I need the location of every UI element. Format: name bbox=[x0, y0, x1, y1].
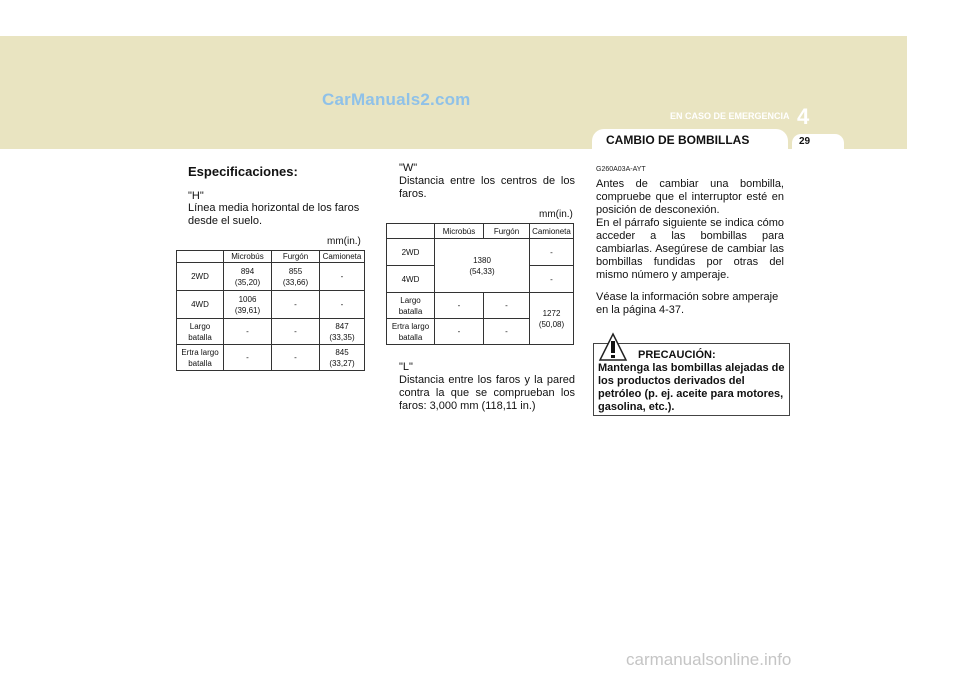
reference-code: G260A03A-AYT bbox=[596, 166, 646, 173]
table-cell bbox=[320, 345, 365, 371]
row-label: 4WD bbox=[177, 291, 224, 319]
row-label-text: Ertra largo batalla bbox=[181, 347, 219, 368]
merged-cell bbox=[530, 293, 574, 345]
cell-value: 845 (33,27) bbox=[329, 347, 355, 368]
paragraph-3: Véase la información sobre amperaje en la página 4-37. bbox=[596, 291, 779, 316]
table-cell: - bbox=[530, 239, 574, 266]
table-cell: - bbox=[530, 266, 574, 293]
table-cell: - bbox=[272, 345, 320, 371]
cell-value: 1380 (54,33) bbox=[469, 255, 495, 276]
section-label: EN CASO DE EMERGENCIA bbox=[670, 111, 790, 121]
merged-cell bbox=[435, 239, 530, 293]
row-label-text: Ertra largo batalla bbox=[391, 321, 430, 342]
table-cell: - bbox=[484, 293, 530, 319]
cell-value: 894 (35,20) bbox=[234, 266, 261, 287]
paragraph-1: Antes de cambiar una bombilla, compruebe que el interruptor esté en posición de desconexión. bbox=[596, 178, 784, 216]
watermark-top[interactable]: CarManuals2.com bbox=[322, 90, 471, 109]
table-cell bbox=[320, 319, 365, 345]
table-header: Microbús bbox=[224, 251, 272, 263]
h-description: Línea media horizontal de los faros desde el suelo. bbox=[188, 202, 360, 227]
l-label: "L" bbox=[399, 361, 413, 373]
table-header: Microbús bbox=[435, 224, 484, 239]
watermark-bottom[interactable]: carmanualsonline.info bbox=[626, 650, 792, 669]
table-header: Camioneta bbox=[530, 224, 574, 239]
l-description: Distancia entre los faros y la pared contra la que se comprueban los faros: 3,000 mm (118,11 in.) bbox=[399, 374, 575, 412]
row-label bbox=[177, 345, 224, 371]
page-number-tab bbox=[792, 134, 844, 151]
table-cell: - bbox=[435, 293, 484, 319]
table-cell: - bbox=[272, 291, 320, 319]
table-header: Furgón bbox=[272, 251, 320, 263]
cell-value: 1272 (50,08) bbox=[538, 308, 565, 329]
w-description: Distancia entre los centros de los faros. bbox=[399, 175, 575, 200]
row-label bbox=[387, 319, 435, 345]
h-label: "H" bbox=[188, 190, 204, 202]
table-cell: - bbox=[272, 319, 320, 345]
warning-icon bbox=[598, 332, 628, 362]
table-cell: - bbox=[224, 319, 272, 345]
table-cell bbox=[224, 263, 272, 291]
h-spec-table bbox=[176, 250, 365, 371]
caution-box bbox=[593, 343, 790, 416]
table-cell: - bbox=[320, 291, 365, 319]
page-number: 29 bbox=[799, 136, 811, 147]
table-cell bbox=[224, 291, 272, 319]
row-label-text: Largo batalla bbox=[398, 295, 423, 316]
table-cell: - bbox=[484, 319, 530, 345]
cell-value: 855 (33,66) bbox=[282, 266, 309, 287]
table-cell: - bbox=[224, 345, 272, 371]
cell-value: 1006 (39,61) bbox=[234, 294, 261, 315]
table-corner bbox=[177, 251, 224, 263]
left-unit: mm(in.) bbox=[327, 236, 361, 247]
table-header: Camioneta bbox=[320, 251, 365, 263]
table-cell bbox=[272, 263, 320, 291]
section-title: CAMBIO DE BOMBILLAS bbox=[606, 133, 750, 147]
caution-body: Mantenga las bombillas alejadas de los productos derivados del petróleo (p. ej. aceite para motores, gasolina, etc.). bbox=[598, 362, 785, 413]
table-cell: - bbox=[435, 319, 484, 345]
table-cell: - bbox=[320, 263, 365, 291]
section-title-tab bbox=[592, 129, 788, 151]
row-label: 2WD bbox=[177, 263, 224, 291]
caution-title: PRECAUCIÓN: bbox=[638, 349, 716, 361]
row-label bbox=[177, 319, 224, 345]
chapter-number: 4 bbox=[797, 104, 810, 129]
row-label-text: Largo batalla bbox=[188, 321, 212, 342]
row-label bbox=[387, 293, 435, 319]
table-header: Furgón bbox=[484, 224, 530, 239]
paragraph-2: En el párrafo siguiente se indica cómo acceder a las bombillas para cambiarlas. Asegúrese de cambiar las bombillas fundidas por otras del mismo número y amperaje. bbox=[596, 217, 784, 281]
table-corner bbox=[387, 224, 435, 239]
row-label: 2WD bbox=[387, 239, 435, 266]
cell-value: 847 (33,35) bbox=[329, 321, 355, 342]
w-spec-table bbox=[386, 223, 574, 345]
w-label: "W" bbox=[399, 162, 418, 174]
middle-unit: mm(in.) bbox=[539, 209, 573, 220]
row-label: 4WD bbox=[387, 266, 435, 293]
spec-heading: Especificaciones: bbox=[188, 164, 298, 179]
